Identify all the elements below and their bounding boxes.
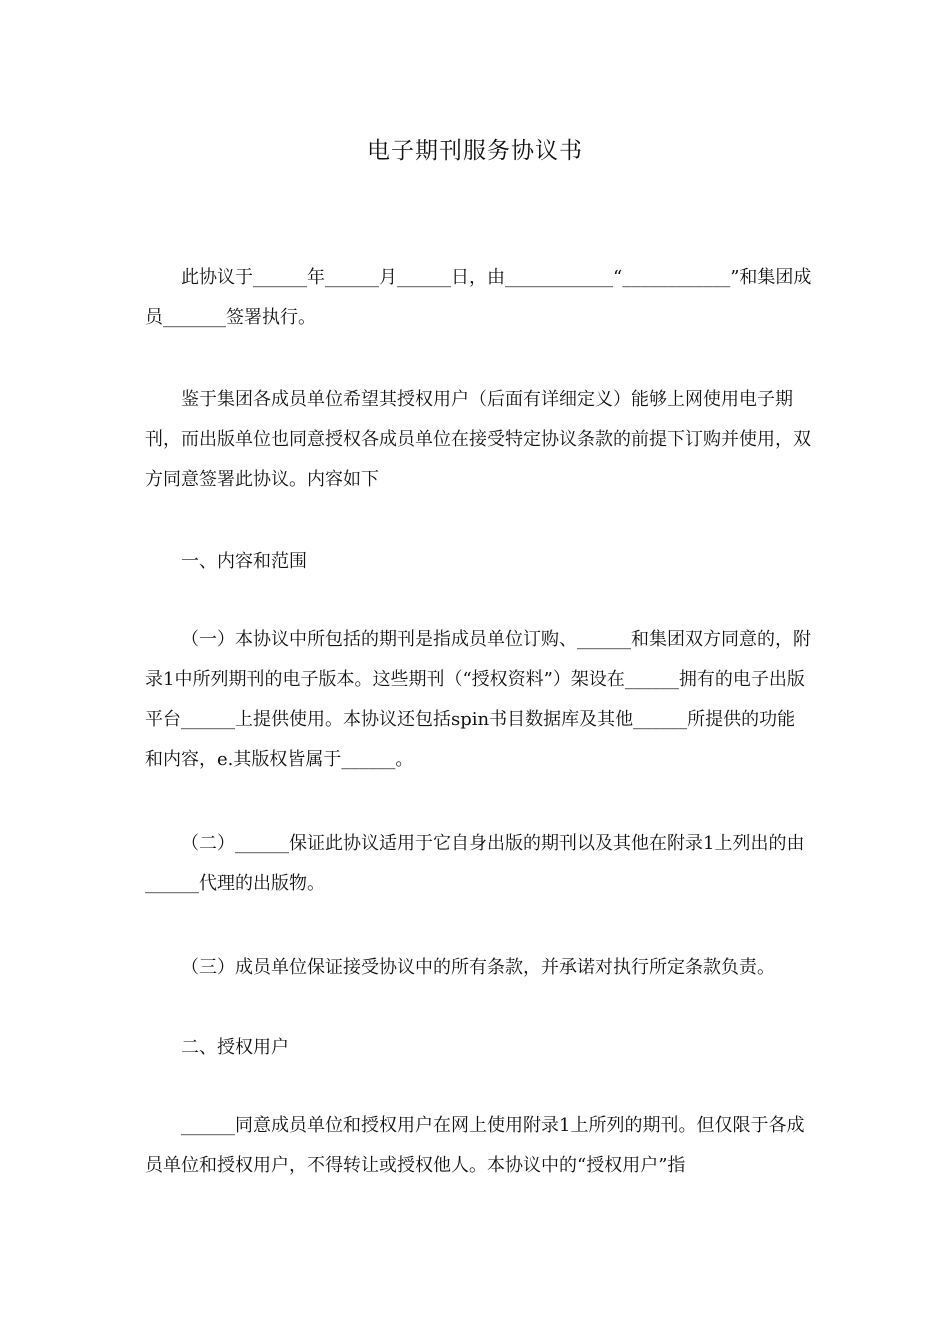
section-heading-content-scope: 一、内容和范围: [181, 551, 307, 572]
paragraph-clause-3: （三）成员单位保证接受协议中的所有条款，并承诺对执行所定条款负责。: [181, 957, 775, 978]
section-heading-authorized-users: 二、授权用户: [181, 1037, 289, 1058]
paragraph-preamble: 鉴于集团各成员单位希望其授权用户（后面有详细定义）能够上网使用电子期刊，而出版单位也同意授权各成员单位在接受特定协议条款的前提下订购并使用，双方同意签署此协议。内容如下: [145, 389, 811, 490]
paragraph-authorized-users: ______同意成员单位和授权用户在网上使用附录1上所列的期刊。但仅限于各成员单位和授权用户，不得转让或授权他人。本协议中的“授权用户”指: [145, 1115, 805, 1176]
document-title: 电子期刊服务协议书: [367, 138, 583, 164]
paragraph-agreement-date: 此协议于______年______月______日，由____________“____________”和集团成员_______签署执行。: [145, 267, 812, 328]
paragraph-clause-2: （二）______保证此协议适用于它自身出版的期刊以及其他在附录1上列出的由______代理的出版物。: [145, 833, 805, 894]
paragraph-clause-1: （一）本协议中所包括的期刊是指成员单位订购、______和集团双方同意的，附录1中所列期刊的电子版本。这些期刊（“授权资料”）架设在______拥有的电子出版平台______上提供使用。本协议还包括spin书目数据库及其他______所提供的功能和内容，e.其版权皆属于______。: [145, 629, 811, 770]
